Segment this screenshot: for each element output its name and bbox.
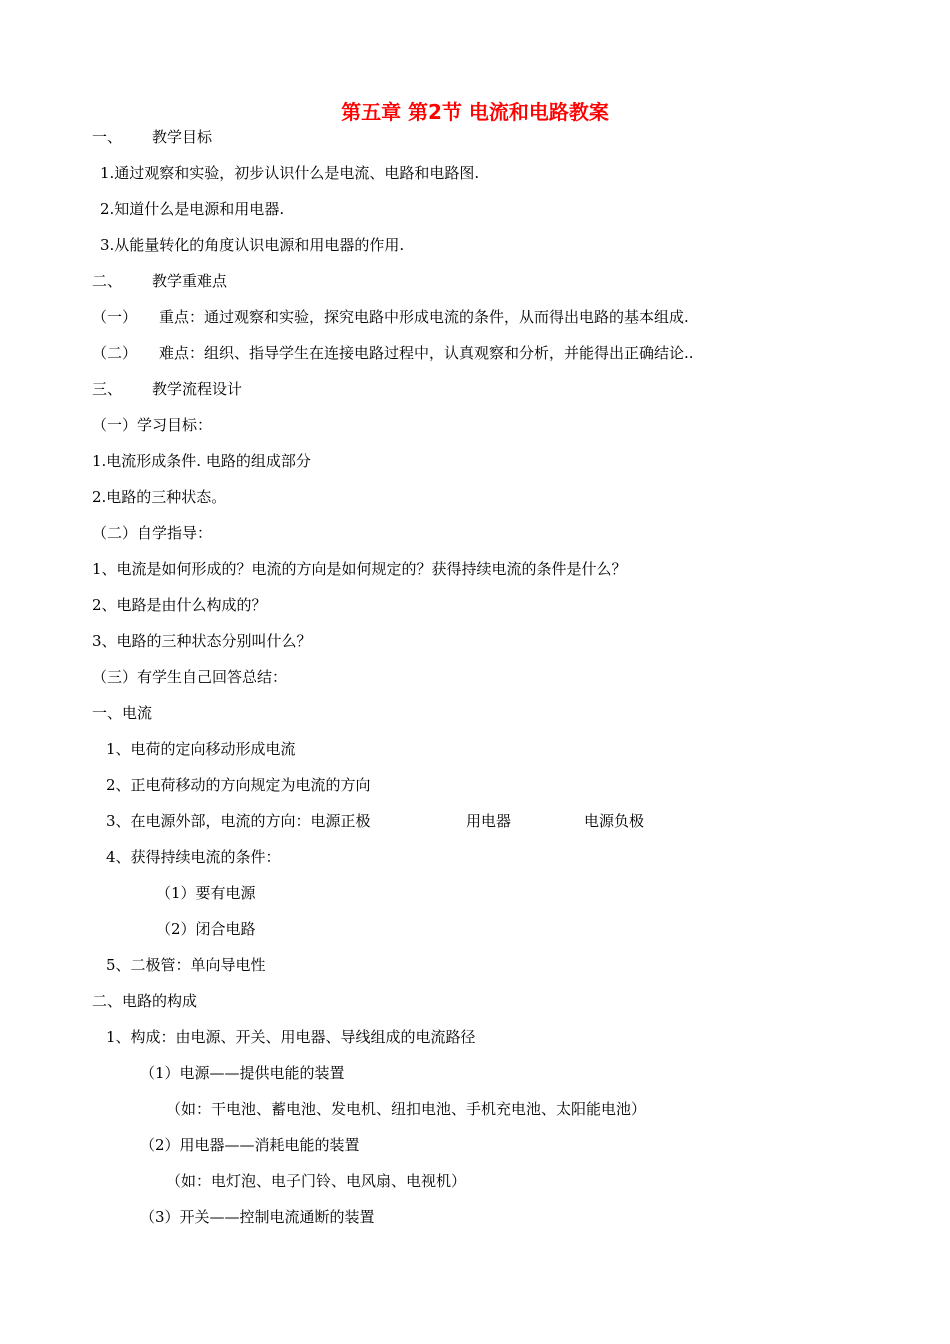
current-sub-item: （1）要有电源 [156,884,256,902]
objective-item: 1.通过观察和实验，初步认识什么是电流、电路和电路图. [100,164,480,182]
circuit-heading: 二、电路的构成 [92,992,198,1010]
flow-line: 2、电路是由什么构成的？ [92,596,267,614]
current-direction-mid: 用电器 [466,812,512,830]
flow-line: 1、电流是如何形成的？电流的方向是如何规定的？获得持续电流的条件是什么？ [92,560,627,578]
current-item: 1、电荷的定向移动形成电流 [106,740,296,758]
circuit-example: （如：干电池、蓄电池、发电机、纽扣电池、手机充电池、太阳能电池） [166,1100,647,1118]
circuit-item: 1、构成：由电源、开关、用电器、导线组成的电流路径 [106,1028,476,1046]
section-heading-key-points [92,269,227,293]
flow-line: （二）自学指导： [92,524,213,542]
objective-item: 2.知道什么是电源和用电器. [100,200,285,218]
current-direction-end: 电源负极 [584,812,645,830]
section-heading-objectives [92,125,212,149]
key-point-number: （二） [92,344,138,362]
section-number: 一、 [92,128,123,146]
circuit-sub-item: （1）电源——提供电能的装置 [140,1064,345,1082]
section-number: 二、 [92,272,123,290]
circuit-sub-item: （2）用电器——消耗电能的装置 [140,1136,360,1154]
current-sub-item: （2）闭合电路 [156,920,256,938]
key-point-item [92,305,689,329]
key-point-item [92,341,694,365]
current-direction-item [106,809,371,833]
key-point-text: 难点：组织、指导学生在连接电路过程中，认真观察和分析，并能得出正确结论.. [159,344,694,362]
flow-line: 2.电路的三种状态。 [92,488,227,506]
current-item: 2、正电荷移动的方向规定为电流的方向 [106,776,371,794]
current-direction-prefix: 3、在电源外部，电流的方向：电源正极 [106,812,371,830]
section-title: 教学流程设计 [152,380,243,398]
section-title: 教学目标 [152,128,213,146]
flow-line: 1.电流形成条件. 电路的组成部分 [92,452,311,470]
current-heading: 一、电流 [92,704,153,722]
key-point-number: （一） [92,308,138,326]
section-title: 教学重难点 [152,272,228,290]
flow-line: （一）学习目标： [92,416,213,434]
current-item: 5、二极管：单向导电性 [106,956,266,974]
circuit-example: （如：电灯泡、电子门铃、电风扇、电视机） [166,1172,467,1190]
document-title: 第五章 第2节 电流和电路教案 [341,100,609,124]
section-number: 三、 [92,380,123,398]
section-heading-flow [92,377,242,401]
key-point-text: 重点：通过观察和实验，探究电路中形成电流的条件，从而得出电路的基本组成. [159,308,689,326]
flow-line: 3、电路的三种状态分别叫什么？ [92,632,312,650]
current-item: 4、获得持续电流的条件： [106,848,281,866]
circuit-sub-item: （3）开关——控制电流通断的装置 [140,1208,375,1226]
flow-line: （三）有学生自己回答总结： [92,668,288,686]
objective-item: 3.从能量转化的角度认识电源和用电器的作用. [100,236,405,254]
